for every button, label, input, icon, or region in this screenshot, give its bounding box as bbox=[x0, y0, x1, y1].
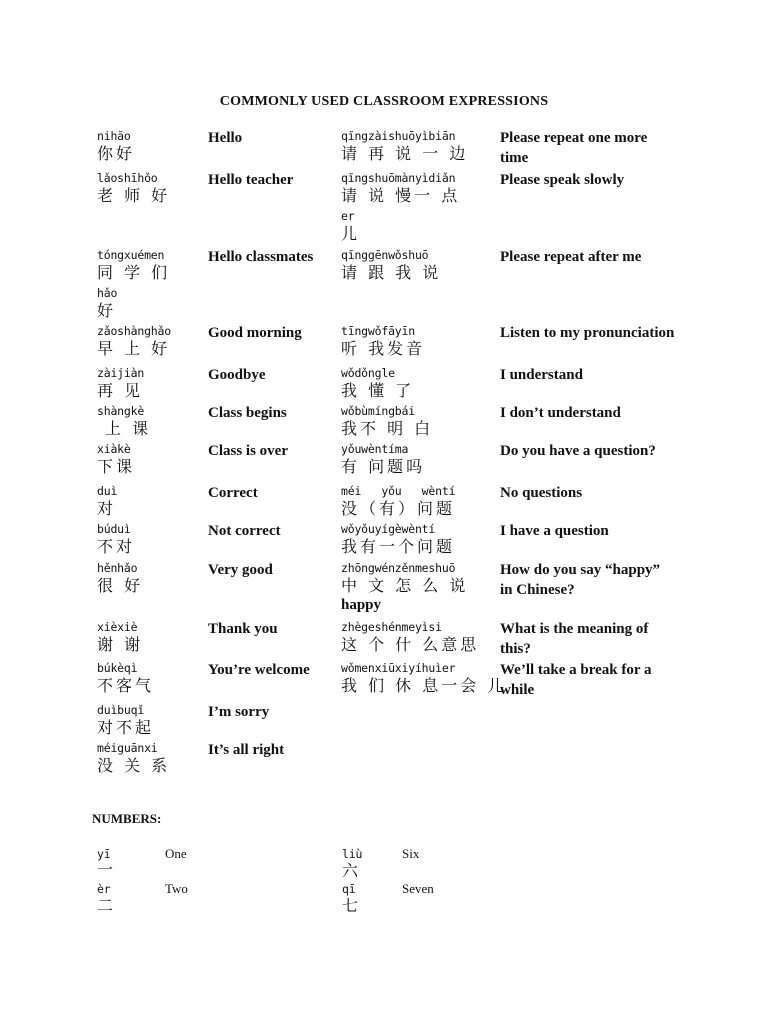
pinyin: er bbox=[341, 209, 355, 223]
number-english: One bbox=[165, 846, 187, 861]
english: Do you have a question? bbox=[500, 443, 656, 459]
pinyin: duì bbox=[97, 484, 118, 498]
pinyin: qĭnggēnwǒshuō bbox=[341, 248, 429, 262]
pinyin: hǎo bbox=[97, 286, 118, 300]
pinyin: xièxiè bbox=[97, 620, 138, 634]
number-english: Two bbox=[165, 881, 188, 896]
english: It’s all right bbox=[208, 742, 285, 758]
number-item bbox=[342, 881, 361, 915]
pinyin: búkèqì bbox=[97, 661, 138, 675]
pinyin: búduì bbox=[97, 522, 131, 536]
english: What is the meaning of this? bbox=[500, 621, 649, 657]
page-title: COMMONLY USED CLASSROOM EXPRESSIONS bbox=[219, 94, 549, 109]
pinyin: qĭngshuōmànyìdiǎn bbox=[341, 171, 456, 185]
hanzi: 不对 bbox=[97, 537, 136, 556]
pinyin: èr bbox=[97, 882, 111, 896]
pinyin: zàijiàn bbox=[97, 366, 145, 380]
hanzi: 我不 明 白 bbox=[341, 419, 434, 438]
hanzi: 有 问题吗 bbox=[341, 457, 426, 476]
pinyin: wǒmenxiūxiyíhuìer bbox=[341, 661, 456, 675]
hanzi: 二 bbox=[97, 896, 117, 915]
pinyin: hěnhǎo bbox=[97, 561, 138, 575]
hanzi: 下课 bbox=[97, 457, 136, 476]
hanzi: 对 bbox=[97, 499, 117, 518]
number-english: Six bbox=[402, 846, 420, 861]
pinyin: xiàkè bbox=[97, 442, 131, 456]
english: You’re welcome bbox=[208, 662, 310, 678]
pinyin: méiguānxi bbox=[97, 741, 158, 755]
hanzi: 请 说 慢一 点 bbox=[341, 186, 461, 205]
hanzi: 我有一个问题 bbox=[341, 537, 456, 556]
hanzi: 听 我发音 bbox=[341, 339, 426, 358]
pinyin: tīngwǒfāyīn bbox=[341, 324, 415, 338]
hanzi: 对不起 bbox=[97, 718, 155, 737]
pinyin: wǒbùmíngbái bbox=[341, 404, 415, 418]
pinyin: liù bbox=[342, 847, 363, 861]
english: Good morning bbox=[208, 325, 302, 341]
hanzi: 请 跟 我 说 bbox=[341, 263, 442, 282]
pinyin: qī bbox=[342, 882, 356, 896]
pinyin: yī bbox=[97, 847, 111, 861]
hanzi: 六 bbox=[342, 861, 362, 880]
pinyin: zǎoshànghǎo bbox=[97, 324, 171, 338]
number-item bbox=[342, 846, 362, 880]
hanzi: 同 学 们 bbox=[97, 263, 171, 282]
pinyin: wǒyǒuyígèwèntí bbox=[341, 522, 436, 536]
english: Please speak slowly bbox=[500, 172, 625, 188]
english: I have a question bbox=[500, 523, 609, 539]
english: Please repeat after me bbox=[500, 249, 642, 265]
english: Please repeat one more time bbox=[500, 130, 648, 166]
english: Class begins bbox=[208, 405, 287, 421]
english: happy bbox=[341, 597, 382, 613]
english: Hello bbox=[208, 130, 243, 146]
english: Correct bbox=[208, 485, 258, 501]
hanzi: 很 好 bbox=[97, 576, 144, 595]
pinyin: nihăo bbox=[97, 129, 131, 143]
pinyin: duìbuqǐ bbox=[97, 703, 145, 717]
number-item bbox=[97, 846, 116, 878]
hanzi: 没 关 系 bbox=[97, 756, 171, 775]
hanzi: 没（有）问题 bbox=[341, 499, 456, 518]
english: I don’t understand bbox=[500, 405, 621, 421]
hanzi: 七 bbox=[342, 896, 362, 915]
hanzi: 请 再 说 一 边 bbox=[341, 144, 469, 163]
number-english: Seven bbox=[402, 881, 434, 896]
pinyin: zhōngwénzěnmeshuō bbox=[341, 561, 456, 575]
hanzi: 中 文 怎 么 说 bbox=[341, 576, 469, 595]
hanzi: 再 见 bbox=[97, 381, 144, 400]
english: Class is over bbox=[208, 443, 288, 459]
pinyin: lǎoshīhǒo bbox=[97, 171, 158, 185]
pinyin: yǒuwèntíma bbox=[341, 442, 409, 456]
english: Hello classmates bbox=[208, 249, 314, 265]
english: Hello teacher bbox=[208, 172, 294, 188]
hanzi: 这 个 什 么意思 bbox=[341, 635, 480, 654]
pinyin: méi yǒu wèntí bbox=[341, 484, 456, 498]
hanzi: 我 们 休 息一会 儿 bbox=[341, 676, 507, 695]
pinyin: shàngkè bbox=[97, 404, 145, 418]
numbers-heading: NUMBERS: bbox=[92, 811, 162, 826]
english: Listen to my pronunciation bbox=[500, 325, 675, 341]
english: Not correct bbox=[208, 523, 281, 539]
number-item bbox=[97, 881, 116, 915]
english: Very good bbox=[208, 562, 273, 578]
english: How do you say “happy” in Chinese? bbox=[500, 562, 661, 598]
hanzi: 好 bbox=[97, 301, 117, 320]
hanzi: 早 上 好 bbox=[97, 339, 171, 358]
english: Thank you bbox=[208, 621, 278, 637]
hanzi: 你好 bbox=[97, 144, 136, 163]
english: I’m sorry bbox=[208, 704, 270, 720]
hanzi: 老 师 好 bbox=[97, 186, 171, 205]
hanzi: 谢 谢 bbox=[97, 635, 144, 654]
english: Goodbye bbox=[208, 367, 266, 383]
hanzi: 我 懂 了 bbox=[341, 381, 415, 400]
english: I understand bbox=[500, 367, 583, 383]
pinyin: zhègeshénmeyìsi bbox=[341, 620, 442, 634]
hanzi: 不客气 bbox=[97, 676, 155, 695]
english: No questions bbox=[500, 485, 583, 501]
english: We’ll take a break for a while bbox=[500, 662, 652, 698]
hanzi: 上 课 bbox=[105, 419, 152, 438]
pinyin: qĭngzàishuōyìbiān bbox=[341, 129, 456, 143]
hanzi: 一 bbox=[97, 860, 117, 879]
pinyin: tóngxuémen bbox=[97, 248, 165, 262]
pinyin: wǒdǒngle bbox=[341, 366, 395, 380]
hanzi: 儿 bbox=[341, 224, 361, 243]
